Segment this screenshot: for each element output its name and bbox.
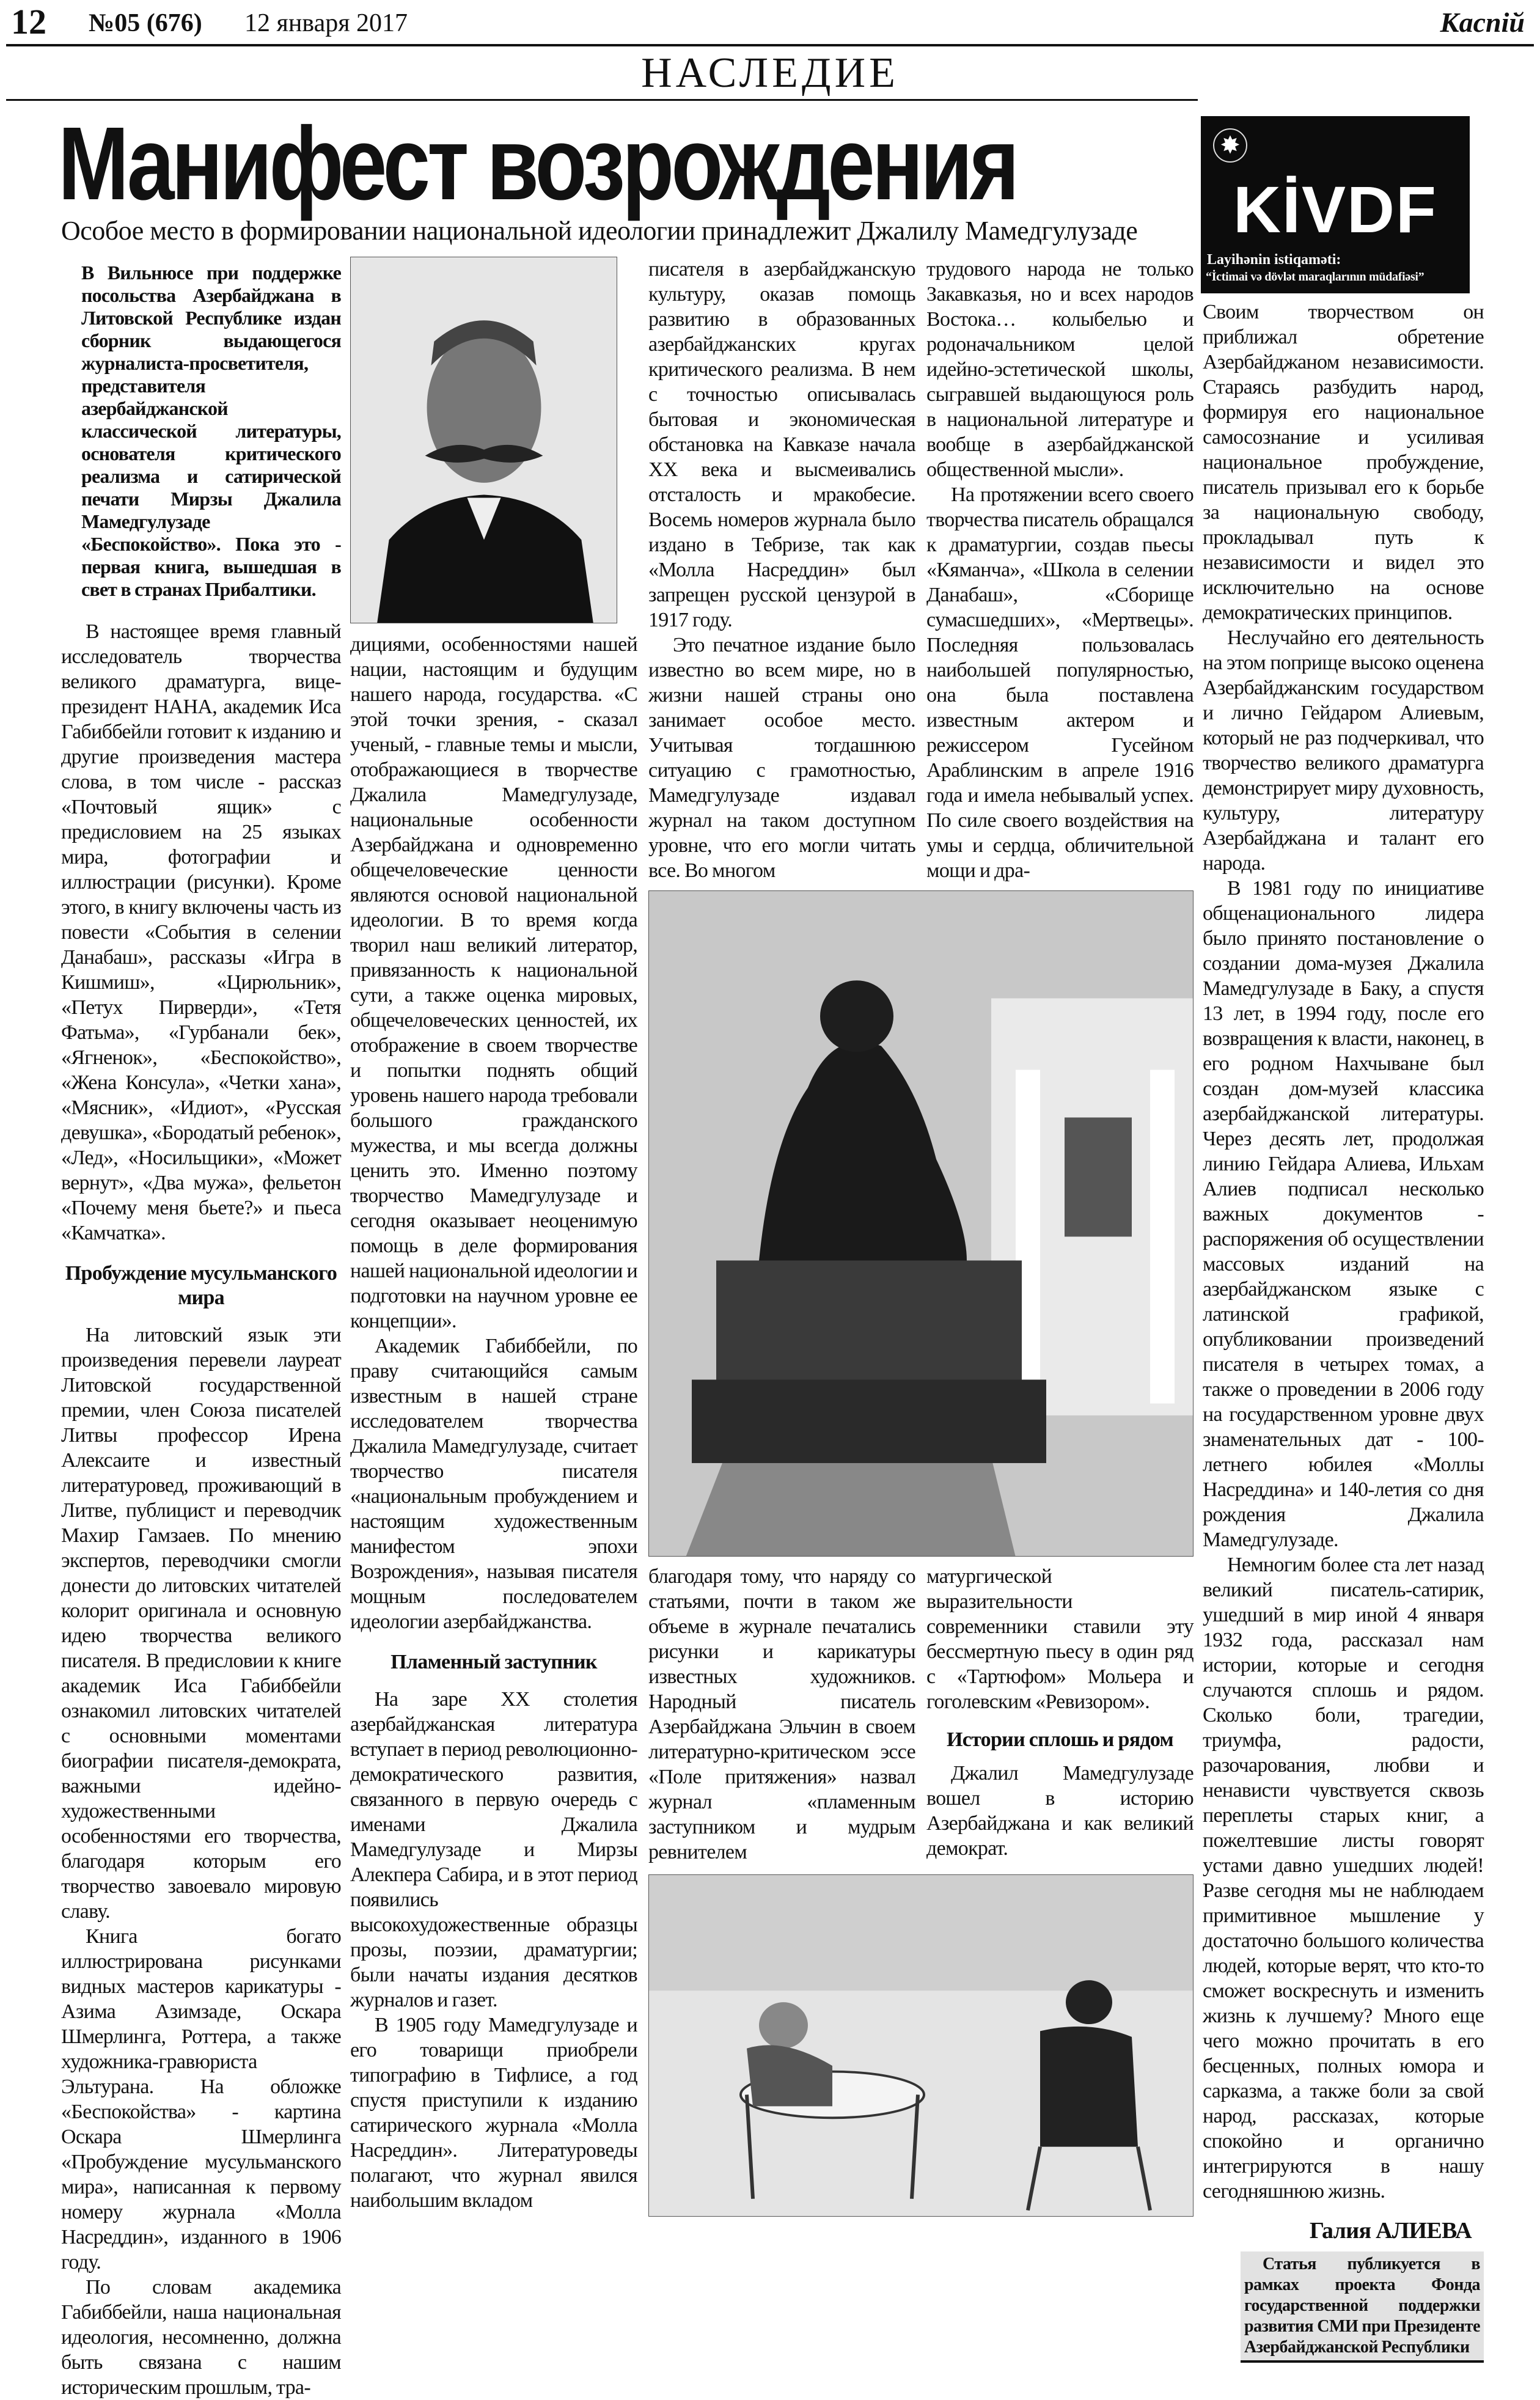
issue-number: №05 (676) xyxy=(89,9,202,37)
paragraph: Немногим более ста лет назад великий писатель-сатирик, ушедший в мир иной 4 января 1932 года, рассказал нам истории, которые и сегодня случаются сплошь и рядом. Сколько боли, трагедии, триумфа, радости, разочарования, любви и ненависти чувствуется сквозь переплеты старых книг, а пожелтевшие листы говорят устами давно ушедших людей! Разве сегодня мы не наблюдаем примитивное мышление у достаточно большого количества людей, которые верят, что кто-то сможет воскреснуть и изменить жизнь к лучшему? Много еще чего можно прочитать в его бесценных, полных юмора и сарказма, а также боли за свой народ, рассказах, которые спокойно и органично интегрируются в нашу сегодняшнюю жизнь. xyxy=(1203,1554,1484,2203)
monument-image xyxy=(649,891,1194,1557)
paragraph: В 1905 году Мамедгулузаде и его товарищи приобрели типографию в Тифлисе, а год спустя приступили к изданию сатирического журнала «Молла Насреддин». Литературоведы полагают, что журнал явился наибольшим вкладом xyxy=(350,2014,637,2212)
paragraph: На литовский язык эти произведения перевели лауреат Литовской государственной премии, член Союза писателей Литвы профессор Ирена Алексаите и известный литературовед, проживающий в Литве, публицист и переводчик Махир Гамзаев. По мнению экспертов, переводчики смогли донести до литовских читателей колорит оригинала и основную идею творчества великого писателя. В предисловии к книге академик Иса Габиббейли ознакомил литовских читателей с основными моментами биографии писателя-демократа, важными идейно-художественными особенностями его творчества, благодаря которым его творчество завоевало мировую славу. xyxy=(61,1324,341,1923)
paragraph: Своим творчеством он приближал обретение Азербайджаном независимости. Стараясь разбудить народ, формируя его национальное самосознание и усиливая национальное пробуждение, писатель призывал его к борьбе за национальную свободу, прокладывал путь к независимости и видел это исключительно на основе демократических принципов. xyxy=(1203,301,1484,624)
kivdf-line2: “İctimai və dövlət maraqlarının müdafiəsi” xyxy=(1206,270,1425,284)
section-title: НАСЛЕДИЕ xyxy=(641,50,899,97)
paragraph: дициями, особенностями нашей нации, настоящим и будущим нашего народа, государства. «С этой точки зрения, - сказал ученый, - главные темы и мысли, отображающиеся в творчестве Джалила Мамедгулузаде, национальные особенности Азербайджана и одновременно общечеловеческие ценности являются основой национальной идеологии. В то время когда творил наш великий литератор, привязанность к национальной сути, а также оценка мировых, общечеловеческих ценностей, их отображение в своем творчестве и попытки поднять общий уровень нашего народа требовали большого гражданского мужества, и мы всегда должны ценить это. Именно поэтому творчество Мамедгулузаде и сегодня оказывает неоценимую помощь в деле формирования нашей национальной идеологии и подготовки на научном уровне ее концепции». xyxy=(350,633,638,1332)
paragraph: Академик Габиббейли, по праву считающийся самым известным в нашей стране исследователем творчества Джалила Мамедгулузаде, считает творчество писателя «национальным пробуждением и настоящим художественным манифестом эпохи Возрождения», называя писателя мощным последователем идеологии азербайджанства. xyxy=(350,1335,637,1633)
column-3-top xyxy=(648,257,915,883)
cartoon-illustration xyxy=(648,1874,1194,2217)
column-5 xyxy=(1203,299,1484,2363)
subheading: Пробуждение мусульманского мира xyxy=(65,1262,337,1309)
azerbaijan-emblem-icon: ✸ xyxy=(1213,128,1247,163)
issue-date: 12 января 2017 xyxy=(244,9,408,37)
article-author: Галия АЛИЕВА xyxy=(1309,2218,1472,2244)
portrait-man-image xyxy=(351,257,617,623)
subheading: Пламенный заступник xyxy=(391,1651,597,1673)
header-rule xyxy=(6,44,1534,46)
subheading: Истории сплошь и рядом xyxy=(946,1728,1174,1751)
paragraph: Джалил Мамедгулузаде вошел в историю Азербайджана и как великий демократ. xyxy=(926,1762,1194,1860)
paragraph: На заре XX столетия азербайджанская литература вступает в период революционно-демократического развития, связанного в первую очередь с именами Джалила Мамедгулузаде и Мирзы Алекпера Сабира, и в этот период появились высокохудожественные образцы прозы, поэзии, драматургии; были начаты издания десятков журналов и газет. xyxy=(350,1688,637,2011)
paragraph: В настоящее время главный исследователь творчества великого драматурга, вице-президент НАНА, академик Иса Габиббейли готовит к изданию и другие произведения мастера слова, в том числе - рассказ «Почтовый ящик» с предисловием на 25 языках мира, фотографии и иллюстрации (рисунки). Кроме этого, в книгу включены часть из повести «События в селении Данабаш», рассказы «Игра в Кишмиш», «Цирюльник», «Петух Пирверди», «Тетя Фатьма», «Гурбанали бек», «Ягненок», «Беспокойство», «Жена Консула», «Четки хана», «Мясник», «Идиот», «Русская девушка», «Бородатый ребенок», «Лед», «Носильщики», «Может вернут», «Два мужа», фельетон «Почему меня бьете?» и пьеса «Камчатка». xyxy=(61,620,341,1244)
paragraph: По словам академика Габиббейли, наша национальная идеология, несомненно, должна быть связана с нашим историческим прошлым, тра- xyxy=(61,2276,341,2399)
article-lead xyxy=(81,262,341,601)
column-2 xyxy=(350,257,637,2213)
kivdf-banner xyxy=(1201,116,1470,293)
middle-bottom-row xyxy=(648,1564,1194,1865)
paragraph: В 1981 году по инициативе общенационального лидера было принято постановление о создании дома-музея Джалила Мамедгулузаде в Баку, а спустя 13 лет, в 1994 году, после его возвращения к власти, наконец, в его родном Нахчыване был создан дом-музей классика азербайджанской литературы. Через десять лет, продолжая линию Гейдара Алиева, Ильхам Алиев подписал несколько важных документов - распоряжения об осуществлении массовых изданий на азербайджанском языке с латинской графикой, опубликовании произведений писателя в четырех томах, а также о проведении в 2006 году на государственном уровне двух знаменательных дат - 100-летнего юбилея «Моллы Насреддина» и 140-летия со дня рождения Джалила Мамедгулузаде. xyxy=(1203,877,1484,1551)
paragraph: благодаря тому, что наряду со статьями, почти в таком же объеме в журнале печатались рисунки и карикатуры известных художников. Народный писатель Азербайджана Эльчин в своем литературно-критическом эссе «Поле притяжения» назвал журнал «пламенным заступником и мудрым ревнителем xyxy=(648,1565,915,1863)
article-subtitle: Особое место в формировании национальной идеологии принадлежит Джалилу Мамедгулузаде xyxy=(61,216,1138,246)
paragraph: трудового народа не только Закавказья, но и всех народов Востока… колыбелью и родоначальником целой идейно-эстетической школы, сыгравшей выдающуюся роль в национальной литературе и вообще в азербайджанской общественной мысли». xyxy=(926,258,1194,481)
footnote-text: Статья публикуется в рамках проекта Фонда государственной поддержки развития СМИ при Президенте Азербайджанской Республики xyxy=(1244,2255,1480,2357)
page-number: 12 xyxy=(11,2,46,42)
paragraph: матургической выразительности современники ставили эту бессмертную пьесу в один ряд с «Тартюфом» Мольера и гоголевским «Ревизором». xyxy=(926,1565,1194,1713)
paragraph: Это печатное издание было известно во всем мире, но в жизни нашей страны оно занимает особое место. Учитывая тогдашнюю ситуацию с грамотностью, Мамедгулузаде издавал журнал на таком доступном уровне, что его могли читать все. Во многом xyxy=(648,634,915,882)
paragraph: Книга богато иллюстрирована рисунками видных мастеров карикатуры - Азима Азимзаде, Оскара Шмерлинга, Роттера, а также художника-гравюриста Эльтурана. На обложке «Беспокойства» - картина Оскара Шмерлинга «Пробуждение мусульманского мира», написанная к первому номеру журнала «Молла Насреддин», изданного в 1906 году. xyxy=(61,1925,341,2273)
lead-text: В Вильнюсе при поддержке посольства Азербайджана в Литовской Республике издан сборник выдающегося журналиста-просветителя, представителя азербайджанской классической литературы, основателя критического реализма и сатирической печати Мирзы Джалила Мамедгулузаде «Беспокойство». Пока это - первая книга, вышедшая в свет в странах Прибалтики. xyxy=(81,262,341,600)
project-footnote xyxy=(1241,2251,1484,2363)
column-1 xyxy=(61,262,341,2400)
portrait-photo xyxy=(350,257,617,623)
paragraph: На протяжении всего своего творчества писатель обращался к драматургии, создав пьесы «Кяманча», «Школа в селении Данабаш», «Сборище сумасшедших», «Мертвецы». Последняя пользовалась наибольшей популярностью, она была поставлена известным актером и режиссером Гусейном Араблинским в апреле 1916 года и имела небывалый успех. По силе своего воздействия на умы и сердца, обличительной мощи и дра- xyxy=(926,483,1194,882)
monument-photo xyxy=(648,890,1194,1557)
cartoon-image xyxy=(649,1875,1194,2217)
newspaper-name: Каспiй xyxy=(1440,7,1525,38)
paragraph: Неслучайно его деятельность на этом поприще высоко оценена Азербайджанским государством и лично Гейдаром Алиевым, который не раз подчеркивал, что творчество великого драматурга демонстрирует миру духовность, культуру, литературу Азербайджана и талант его народа. xyxy=(1203,626,1484,875)
paragraph: писателя в азербайджанскую культуру, оказав помощь развитию в образованных азербайджанских кругах критического реализма. В нем с точностью описывалась бытовая и экономическая обстановка на Кавказе начала XX века и высмеивались отсталость и мракобесие. Восемь номеров журнала было издано в Тебризе, так как «Молла Насреддин» был запрещен русской цензурой в 1917 году. xyxy=(648,258,915,631)
column-3-bottom xyxy=(648,1564,915,1865)
middle-block xyxy=(648,257,1194,2217)
kivdf-logo: KİVDF xyxy=(1233,172,1437,246)
kivdf-line1: Layihənin istiqaməti: xyxy=(1207,252,1341,268)
middle-top-row xyxy=(648,257,1194,883)
section-rule xyxy=(6,99,1198,101)
column-4-bottom xyxy=(926,1564,1194,1865)
article-title: Манифест возрождения xyxy=(58,106,1017,222)
column-4-top xyxy=(926,257,1194,883)
